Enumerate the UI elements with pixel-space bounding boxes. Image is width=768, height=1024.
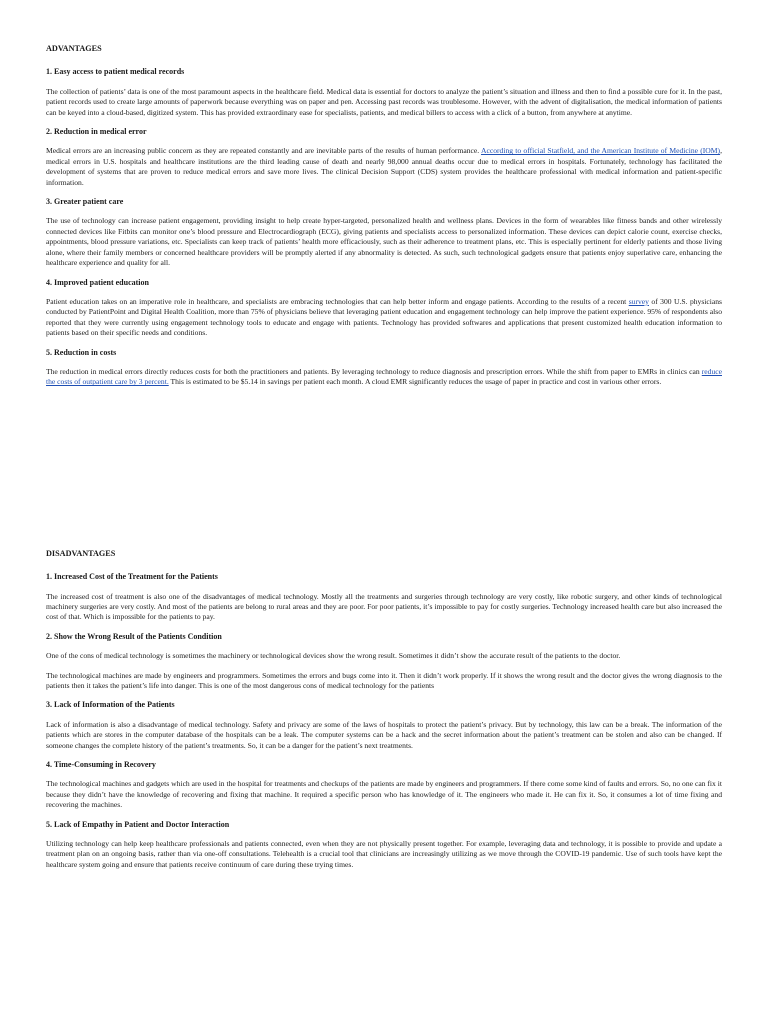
item-heading: 3. Greater patient care bbox=[46, 197, 124, 207]
item-heading: 2. Reduction in medical error bbox=[46, 127, 147, 137]
item-heading: 1. Increased Cost of the Treatment for the Patients bbox=[46, 572, 218, 582]
paragraph-text: The increased cost of treatment is also one of the disadvantages of medical technology. Mostly all the treatments and surgeries through technology are very costly, like robotic surgery, and other kinds of technological machinery surgeries are very costly. And most of the patients are belong to rural areas and they are poor. For poor patients, it’s impossible to pay for costly surgeries. Technology increased health care but also increased the cost of that. Which is impossible for the patients to pay. bbox=[46, 591, 722, 622]
paragraph-text: The use of technology can increase patient engagement, providing insight to help create hyper-targeted, personalized health and wellness plans. Devices in the form of wearables like fitness bands and other wirelessly connected devices like Fitbits can monitor one’s blood pressure and Electrocardiograph (ECG), giving patients and specialists access to personalized information. These devices can depict calorie count, exercise checks, appointments, blood pressure variations, etc. Specialists can keep track of patients’ health more efficaciously, such as their adherence to treatment plans, etc. This is especially pertinent for elderly patients and those living alone, where their family members or concerned healthcare providers will be promptly alerted if any abnormality is detected. As such, such technological gadgets ensure that patients enjoy superlative care, enhancing the healthcare experience and quality for all. bbox=[46, 216, 722, 268]
paragraph-text: Medical errors are an increasing public concern as they are repeated constantly and are inevitable parts of the results of human performance. bbox=[46, 146, 481, 156]
paragraph-text: One of the cons of medical technology is sometimes the machinery or technological devices show the wrong result. Sometimes it didn’t show the accurate result of the patients to the doctor. bbox=[46, 651, 621, 661]
body-paragraph bbox=[46, 651, 722, 661]
body-paragraph bbox=[46, 146, 722, 188]
disadvantages-section bbox=[46, 549, 722, 871]
body-paragraph bbox=[46, 216, 722, 268]
disadvantages-list bbox=[46, 572, 722, 870]
advantage-item bbox=[46, 278, 722, 339]
item-heading: 3. Lack of Information of the Patients bbox=[46, 700, 175, 710]
body-paragraph bbox=[46, 367, 722, 388]
body-paragraph bbox=[46, 297, 722, 339]
body-paragraph bbox=[46, 592, 722, 623]
advantage-item bbox=[46, 67, 722, 118]
paragraph-text: This is estimated to be $5.14 in savings per patient each month. A cloud EMR significantly reduces the usage of paper in practice and cost in various other errors. bbox=[168, 377, 662, 387]
item-heading: 4. Time-Consuming in Recovery bbox=[46, 760, 156, 770]
paragraph-text: The technological machines are made by engineers and programmers. Sometimes the errors and bugs come into it. Then it didn’t work properly. If it shows the wrong result and the doctor gives the wrong diagnosis to the patients then it takes the patient’s life into danger. This is one of the most dangerous cons of medical technology for the patients bbox=[46, 670, 722, 690]
paragraph-text: Lack of information is also a disadvantage of medical technology. Safety and privacy are some of the laws of hospitals to protect the patient’s privacy. But by technology, this law can be a break. The information of the patients which are stores in the computer database of the hospitals can be a leak. The computer systems can be a hack and the secret information about the patient’s treatment can be stolen and also can be changed. If someone changes the complete history of the patient’s treatments. So, it can be a danger for the patient’s next treatments. bbox=[46, 719, 722, 750]
item-heading: 4. Improved patient education bbox=[46, 277, 149, 287]
body-paragraph bbox=[46, 839, 722, 870]
paragraph-text: of 300 U.S. physicians conducted by PatientPoint and Digital Health Coalition, more than 75% of physicians believe that leveraging patient education and engagement technology can help improve the patient experience. 95% of respondents also reported that they were currently using engagement technology tools to educate and engage with patients. Technology has provided softwares and applications that present customized health education information to patients based on their specific needs and conditions. bbox=[46, 296, 723, 338]
document-page bbox=[46, 44, 722, 879]
paragraph-text: The reduction in medical errors directly reduces costs for both the practitioners and patients. By leveraging technology to reduce diagnosis and prescription errors. While the shift from paper to EMRs in clinics can bbox=[46, 366, 702, 376]
item-heading: 5. Reduction in costs bbox=[46, 347, 117, 357]
disadvantages-title: DISADVANTAGES bbox=[46, 548, 116, 558]
disadvantage-item bbox=[46, 572, 722, 623]
inline-link[interactable]: reduce the costs of outpatient care by 3 percent. bbox=[46, 366, 722, 387]
item-heading: 2. Show the Wrong Result of the Patients Condition bbox=[46, 631, 222, 641]
disadvantage-item bbox=[46, 820, 722, 871]
page-gap bbox=[46, 397, 722, 549]
paragraph-text: , medical errors in U.S. hospitals and healthcare institutions are the third leading cause of death and nearly 98,000 annual deaths occur due to medical errors in hospitals. Fortunately, technology has facilitated the development of systems that are proven to reduce medical errors and save more lives. The clinical Decision Support (CDS) system provides the healthcare professional with medical information and patient-specific information. bbox=[46, 146, 722, 187]
body-paragraph bbox=[46, 87, 722, 118]
inline-link[interactable]: According to official Statfield, and the American Institute of Medicine (IOM) bbox=[480, 146, 721, 156]
item-heading: 5. Lack of Empathy in Patient and Doctor Interaction bbox=[46, 819, 230, 829]
body-paragraph bbox=[46, 779, 722, 810]
disadvantage-item bbox=[46, 760, 722, 811]
advantage-item bbox=[46, 127, 722, 188]
advantages-list bbox=[46, 67, 722, 387]
paragraph-text: Utilizing technology can help keep healthcare professionals and patients connected, even when they are not physically present together. For example, leveraging data and technology, it is possible to provide and update a treatment plan on an ongoing basis, rather than via one-off consultations. Telehealth is a crucial tool that clinicians are increasingly utilizing as we move through the COVID-19 pandemic. Use of such tools have kept the healthcare system going and ensure that patients receive continuum of care during these trying times. bbox=[46, 839, 722, 869]
advantage-item bbox=[46, 348, 722, 388]
advantages-title: ADVANTAGES bbox=[46, 44, 102, 53]
inline-link[interactable]: survey bbox=[628, 296, 649, 306]
body-paragraph bbox=[46, 720, 722, 751]
body-paragraph bbox=[46, 671, 722, 692]
item-heading: 1. Easy access to patient medical records bbox=[46, 67, 185, 77]
paragraph-text: Patient education takes on an imperative role in healthcare, and specialists are embracing technologies that can help better inform and engage patients. According to the results of a recent bbox=[46, 296, 629, 306]
disadvantage-item bbox=[46, 700, 722, 751]
advantages-section bbox=[46, 44, 722, 388]
advantage-item bbox=[46, 197, 722, 268]
paragraph-text: The technological machines and gadgets which are used in the hospital for treatments and checkups of the patients are made by engineers and programmers. If there come some kind of faults and errors. So, no one can fix it because they didn’t have the knowledge of recovering and fixing that machine. It required a specific person who has knowledge of it. The engineers who made it. He can fix it. So, it consumes a lot of time fixing and recovering the machines. bbox=[46, 779, 722, 810]
disadvantage-item bbox=[46, 632, 722, 692]
paragraph-text: The collection of patients’ data is one of the most paramount aspects in the healthcare field. Medical data is essential for doctors to analyze the patient’s situation and illness and then to find a possible cure for it. In the past, patient records used to create large amounts of paperwork because everything was on paper and pen. Accessing past records was troublesome. However, with the advent of digitalisation, the medical information of patients can be keyed into a cloud-based, digitized system. This has provided extraordinary ease for specialists, patients, and medical billers to access with a click of a button, from anywhere at anytime. bbox=[46, 86, 722, 117]
